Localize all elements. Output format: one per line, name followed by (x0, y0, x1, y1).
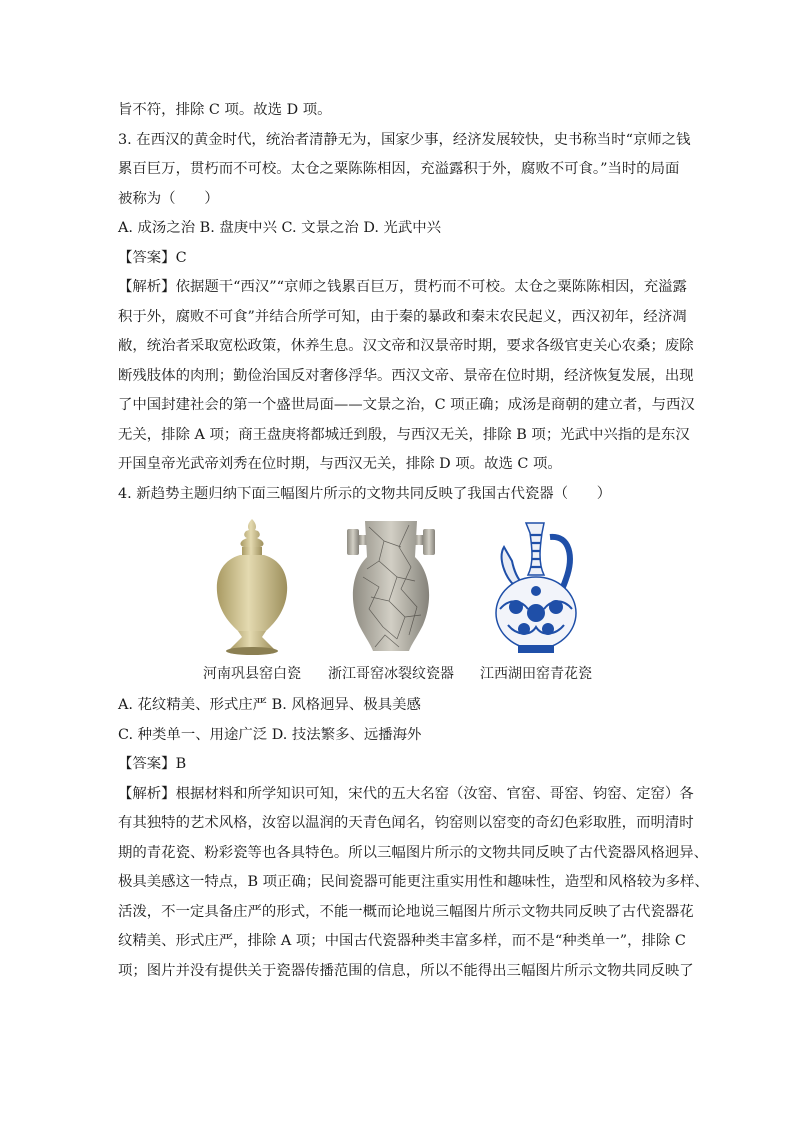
blue-white-ewer-icon (486, 517, 586, 659)
question-4-options: A. 花纹精美、形式庄严 B. 风格迥异、极具美感 (118, 697, 421, 713)
question-3-explanation: 敝，统治者采取宽松政策，休养生息。汉文帝和汉景帝时期，要求各级官吏关心农桑；废除 (118, 338, 694, 354)
figure-caption: 浙江哥窑冰裂纹瓷器 (328, 666, 454, 682)
question-4-explanation: 【解析】根据材料和所学知识可知，宋代的五大名窑（汝窑、官窑、哥窑、钧窑、定窑）各 (118, 785, 694, 802)
porcelain-figures (118, 517, 676, 683)
question-3-explanation: 了中国封建社会的第一个盛世局面——文景之治，C 项正确；成汤是商朝的建立者，与西汉 (118, 397, 695, 413)
question-3-stem-end: 被称为（ ） (118, 190, 219, 207)
question-4-explanation: 项；图片并没有提供关于瓷器传播范围的信息，所以不能得出三幅图片所示文物共同反映了 (118, 962, 694, 979)
question-4-answer: 【答案】B (118, 756, 187, 772)
question-3-explanation: 无关，排除 A 项；商王盘庚将都城迁到殷，与西汉无关，排除 B 项；光武中兴指的是东汉 (118, 426, 690, 443)
question-4-explanation: 有其独特的艺术风格，汝窑以温润的天青色闻名，钧窑则以窑变的奇幻色彩取胜，而明清时 (118, 815, 694, 831)
white-porcelain-vase-icon (202, 517, 302, 659)
question-4-options: C. 种类单一、用途广泛 D. 技法繁多、远播海外 (118, 726, 422, 743)
question-3-explanation: 积于外，腐败不可食”并结合所学可知，由于秦的暴政和秦末农民起义，西汉初年，经济凋 (118, 308, 687, 325)
question-4-explanation: 活泼，不一定具备庄严的形式，不能一概而论地说三幅图片所示文物共同反映了古代瓷器花 (118, 903, 694, 920)
question-3-stem: 3. 在西汉的黄金时代，统治者清静无为，国家少事，经济发展较快，史书称当时“京师之钱 (118, 131, 691, 148)
document-body (118, 96, 709, 986)
question-3-options: A. 成汤之治 B. 盘庚中兴 C. 文景之治 D. 光武中兴 (118, 220, 442, 236)
question-4-explanation: 极具美感这一特点，B 项正确；民间瓷器可能更注重实用性和趣味性，造型和风格较为多样、 (118, 874, 709, 890)
text-line: 旨不符，排除 C 项。故选 D 项。 (118, 102, 332, 118)
question-3-answer: 【答案】C (118, 249, 187, 266)
figure-caption: 江西湖田窑青花瓷 (480, 666, 592, 682)
question-3-stem-cont: 累百巨万，贯朽而不可校。太仓之粟陈陈相因，充溢露积于外，腐败不可食。”当时的局面 (118, 161, 680, 177)
question-4-explanation: 纹精美、形式庄严，排除 A 项；中国古代瓷器种类丰富多样，而不是“种类单一”，排除 C (118, 933, 686, 949)
figure-white-porcelain (202, 517, 302, 683)
question-3-explanation: 开国皇帝光武帝刘秀在位时期，与西汉无关，排除 D 项。故选 C 项。 (118, 456, 562, 472)
crackle-glaze-vase-icon (339, 517, 443, 659)
question-3-explanation: 断残肢体的肉刑；勤俭治国反对奢侈浮华。西汉文帝、景帝在位时期，经济恢复发展，出现 (118, 367, 694, 384)
question-3-explanation: 【解析】依据题干“西汉”“京师之钱累百巨万，贯朽而不可校。太仓之粟陈陈相因，充溢露 (118, 279, 687, 295)
question-4-stem: 4. 新趋势主题归纳下面三幅图片所示的文物共同反映了我国古代瓷器（ ） (118, 485, 612, 502)
figure-crackle-glaze (328, 517, 454, 683)
question-4-explanation: 期的青花瓷、粉彩瓷等也各具特色。所以三幅图片所示的文物共同反映了古代瓷器风格迥异、 (118, 844, 709, 861)
figure-caption: 河南巩县窑白瓷 (203, 666, 301, 682)
figure-blue-white (480, 517, 592, 683)
